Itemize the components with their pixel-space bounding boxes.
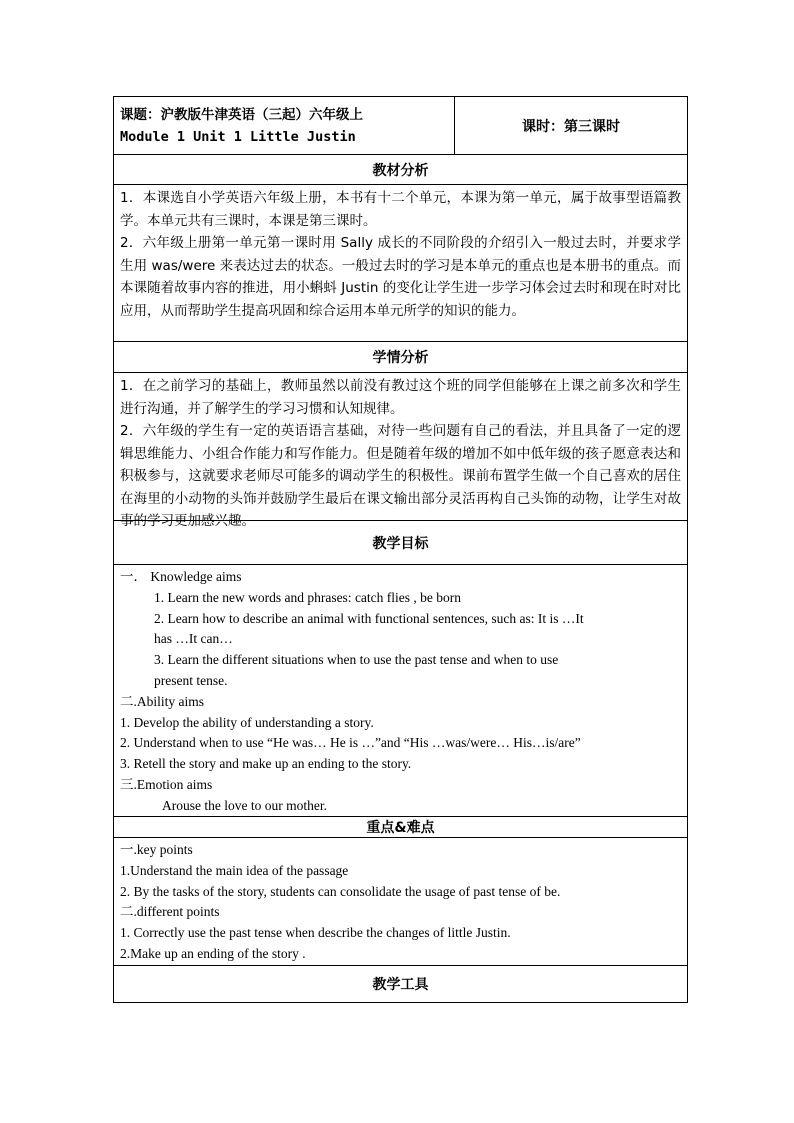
key-points-line: 二.different points [120,904,220,920]
learner-analysis-paragraph: 2．六年级的学生有一定的英语语言基础，对待一些问题有自己的看法，并且具备了一定的逻辑思维能力、小组合作能力和写作能力。但是随着年级的增加不如中低年级的孩子愿意表达和积极参与，这就要求老师尽可能多的调动学生的积极性。课前布置学生做一个自己喜欢的居住在海里的小动物的头饰并鼓励学生最后在课文输出部分灵活再构自己头饰的动物，让学生对故事的学习更加感兴趣。 [120,423,681,529]
key-points-content [114,837,687,965]
learner-analysis-heading: 学情分析 [114,341,687,372]
aims-line: 1. Develop the ability of understanding a story. [120,714,374,730]
textbook-analysis-paragraph: 2．六年级上册第一单元第一课时用 Sally 成长的不同阶段的介绍引入一般过去时，并要求学生用 was/were 来表达过去的状态。一般过去时的学习是本单元的重点也是本册书的重点。而本课随着故事内容的推进，用小蝌蚪 Justin 的变化让学生进一步学习体会过去时和现在时对比应用，从而帮助学生提高巩固和综合运用本单元所学的知识的能力。 [120,235,681,319]
aims-line: 2. Learn how to describe an animal with functional sentences, such as: It is …It [154,610,584,626]
aims-line: 1. Learn the new words and phrases: catch flies , be born [154,589,462,605]
lesson-period: 课时：第三课时 [522,118,620,135]
key-points-line: 1.Understand the main idea of the passage [120,862,349,878]
lesson-title-cell [114,97,455,154]
aims-line: has …It can… [154,631,233,647]
aims-line: Arouse the love to our mother. [162,797,327,813]
lesson-title: 课题：沪教版牛津英语（三起）六年级上 [120,107,363,123]
key-points-line: 2. By the tasks of the story, students can consolidate the usage of past tense of be. [120,883,561,899]
aims-line: present tense. [154,672,228,688]
key-points-line: 2.Make up an ending of the story . [120,945,306,961]
learner-analysis-paragraph: 1．在之前学习的基础上，教师虽然以前没有教过这个班的同学但能够在上课之前多次和学生进行沟通，并了解学生的学习习惯和认知规律。 [120,378,681,417]
textbook-analysis-paragraph: 1．本课选自小学英语六年级上册，本书有十二个单元，本课为第一单元，属于故事型语篇教学。本单元共有三课时，本课是第三课时。 [120,190,681,229]
aims-line: 3. Retell the story and make up an ending to the story. [120,756,412,772]
teaching-aims-heading: 教学目标 [114,520,687,564]
aims-line: 二.Ability aims [120,693,204,709]
key-points-line: 1. Correctly use the past tense when describe the changes of little Justin. [120,925,511,941]
textbook-analysis-content [114,184,687,341]
header-row [114,97,687,154]
textbook-analysis-heading: 教材分析 [114,154,687,184]
teaching-tools-heading: 教学工具 [114,965,687,1002]
aims-line: 3. Learn the different situations when to use the past tense and when to use [154,652,559,668]
lesson-subtitle: Module 1 Unit 1 Little Justin [120,129,356,145]
teaching-aims-content [114,564,687,816]
lesson-plan-table [113,96,688,1003]
aims-line: 三.Emotion aims [120,776,213,792]
learner-analysis-content [114,372,687,529]
key-points-heading: 重点&难点 [114,816,687,837]
aims-line: 2. Understand when to use “He was… He is …”and “His …was/were… His…is/are” [120,735,581,751]
aims-line: 一． Knowledge aims [120,569,242,584]
key-points-line: 一.key points [120,842,193,857]
